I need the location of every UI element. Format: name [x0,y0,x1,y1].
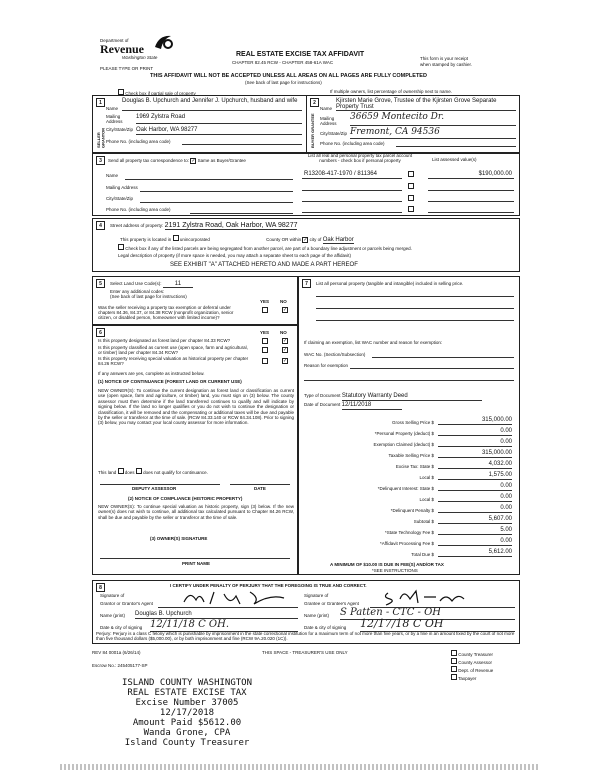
grantor-signature [180,588,290,608]
sec3-city-label: City/State/Zip [106,196,134,201]
escrow-number: Escrow No.: 245405177-SP [92,663,148,668]
section-6-number: 6 [96,328,105,337]
sec5-exemption-question: Was the seller receiving a property tax exemption or deferral under chapters 84.36, 84.37, or 84.38 RCW (nonprofit organization, senior citizen, or disabled person, homeowner with limited income)? [98,305,234,321]
tax-row [330,458,512,469]
stamp-line: REAL ESTATE EXCISE TAX [127,688,247,698]
treasurer-use-only: THIS SPACE - TREASURER'S USE ONLY [262,650,348,655]
buyer-side-label: BUYER GRANTEE [310,113,315,148]
personal-property-checkbox-4[interactable] [408,206,414,212]
tax-row [330,546,512,557]
form-revision: REV 84 0001a (6/26/14) [92,650,141,655]
section-4-number: 4 [96,221,105,230]
tax-row-value: 0.00 [438,538,512,546]
wac-label: WAC No. (Section/Subsection) [304,352,366,357]
tax-row [330,425,512,436]
does-qualify-checkbox[interactable] [118,468,124,474]
tax-row-value: 5.00 [438,527,512,535]
scan-artifact [60,764,540,770]
tax-row [330,469,512,480]
current-use-yes-checkbox[interactable] [262,347,268,353]
treasurer-stamp [92,678,282,748]
certify-statement: I CERTIFY UNDER PENALTY OF PERJURY THAT THE FOREGOING IS TRUE AND CORRECT. [170,583,367,588]
buyer-block: Name Kjirsten Marie Grove, Trustee of the Kjirsten Grove Separate Property Trust Mailing Address 36659 Montecito Dr. City/State/Zip Fremont, CA 94536 Phone No. (including area code) [320,98,516,147]
grantee-signature-label: Signature of [304,593,329,598]
assessed-value: $190,000.00 [478,171,512,177]
tax-row-label: Local $ [419,474,434,480]
tax-row-label: Subtotal $ [413,518,434,524]
section-5-number: 5 [96,279,105,288]
exhibit-text: SEE EXHIBIT "A" ATTACHED HERETO AND MADE A PART HEREOF [170,262,358,268]
grantor-name: Douglas B. Upchurch [135,611,298,619]
tax-row-value: 315,000.00 [438,417,512,425]
sec6-historic-question: Is this property receiving special valuation as historical property per chapter 84.26 RCW? [98,356,249,367]
sec5-yes-checkbox[interactable] [262,307,268,313]
personal-property-checkbox-2[interactable] [408,183,414,189]
buyer-name: Kjirsten Marie Grove, Trustee of the Kjirsten Grove Separate Property Trust [336,98,516,111]
document-date-row: Date of Document 12/11/2018 [304,402,402,410]
grantor-date-label: Date & city of signing [100,625,143,630]
historic-no-checkbox[interactable]: ✓ [283,358,288,364]
deputy-date-label: DATE [254,486,266,491]
please-type: PLEASE TYPE OR PRINT [100,66,154,71]
partial-sale-label: Check box if partial sale of property [125,91,196,96]
additional-codes-label: Enter any additional codes: [110,289,165,294]
stamp-line: 12/17/2018 [159,708,215,718]
grantor-name-label: Name (print) [100,613,126,618]
buyer-phone [396,141,516,147]
dept-label: Department of [100,38,129,43]
section-3-number: 3 [96,156,105,165]
document-date: 12/11/2018 [342,402,402,410]
owner-signature-label: (3) OWNER(S) SIGNATURE [150,536,208,541]
assessed-value-header: List assessed value(s) [432,157,477,162]
personal-property-checkbox-3[interactable] [408,195,414,201]
sec6-forest-question: Is this property designated as forest land per chapter 84.33 RCW? [98,338,231,343]
tax-row-value: 0.00 [438,439,512,447]
segregated-checkbox[interactable] [118,244,124,250]
tax-row-label: Total Due $ [411,551,434,557]
perjury-notice: Perjury: Perjury is a class C felony which is punishable by imprisonment in the state correctional institution for a maximum term of not more than five years, or by a fine in an amount fixed by the court of not more than five thousand dollars ($5,000.00), or by both imprisonment and fine (RCW 9A.20.020 (1C)). [96,631,515,641]
segregated-row: Check box if any of the listed parcels are being segregated from another parcel, are part of a boundary line adjustment or parcels being merged. [118,244,412,251]
seller-phone [182,139,302,145]
personal-property-checkbox-1[interactable] [408,171,414,177]
land-use-code: 11 [163,281,193,288]
street-address-row: Street address of property: 2191 Zylstra Road, Oak Harbor, WA 98277 [110,222,298,229]
tax-row-label: *Personal Property (deduct) $ [374,430,434,436]
tax-row-label: *Delinquent Interest: State $ [377,485,434,491]
tax-row [330,513,512,524]
multiple-owners-note: If multiple owners, list percentage of ownership next to name. [330,89,453,94]
tax-row [330,480,512,491]
sec6-yes-header: YES [260,330,270,335]
county-assessor-checkbox[interactable] [451,658,457,664]
tax-row-value: 0.00 [438,428,512,436]
tax-row [330,447,512,458]
city-checkbox[interactable]: ✓ [303,237,308,243]
seller-block: Name Douglas B. Upchurch and Jennifer J. Upchurch, husband and wife Mailing Address 1969 Zylstra Road City/State/Zip Oak Harbor, WA 98277 Phone No. (including area code) [106,98,302,145]
seller-address: 1969 Zylstra Road [136,114,302,124]
section-7-number: 7 [302,279,311,288]
grantee-date-label: Date & city of signing [304,625,347,630]
distribution-list: County Treasurer County Assessor Dept. of Revenue Taxpayer [451,650,493,682]
parcel-list-header: List all real and personal property tax parcel account numbers - check box if personal property [307,153,413,164]
sec3-phone-label: Phone No. (including area code) [106,207,171,212]
tax-row-label: Gross Selling Price $ [391,419,434,425]
document-type-row: Type of Document Statutory Warranty Deed [304,393,482,401]
stamp-line: Amount Paid $5612.00 [132,718,242,728]
form-chapter: CHAPTER 82.45 RCW - CHAPTER 458-61A WAC [232,60,334,65]
tax-row-label: Excise Tax: State $ [395,463,434,469]
minimum-due-note: A MINIMUM OF $10.00 IS DUE IN FEE(S) AND/OR TAX [330,562,444,567]
sec3-name-label: Name [106,173,119,178]
tax-row-value: 5,607.00 [438,516,512,524]
tax-row-label: Taxable Selling Price $ [388,452,434,458]
sec5-no-checkbox[interactable]: ✓ [283,307,288,313]
historic-yes-checkbox[interactable] [262,358,268,364]
sec6-current-use-question: Is this property classified as current use (open space, farm and agricultural, or timber) land per chapter 84.34 RCW? [98,345,248,356]
land-use-row: Select Land Use Code(s): 11 [110,281,193,288]
tax-row-value: 0.00 [438,505,512,513]
revenue-swoosh-icon [153,33,175,51]
dept-revenue-checkbox[interactable] [451,666,457,672]
buyer-address: 36659 Montecito Dr. [350,112,516,126]
location-row: This property is located in unincorporated County OR within ✓ city of Oak Harbor [120,237,354,243]
tax-row-label: Local $ [419,496,434,502]
see-back: (See back of last page for instructions) [245,80,322,85]
same-as-buyer-checkbox[interactable]: ✓ [191,158,196,164]
seller-name: Douglas B. Upchurch and Jennifer J. Upchurch, husband and wife [122,98,302,111]
deputy-assessor-label: DEPUTY ASSESSOR [132,486,177,491]
receipt-note: This form is your receipt [420,56,469,61]
grantor-agent-label: Grantor or Grantor's Agent [100,601,153,606]
notice-continuance-text: NEW OWNER(S): To continue the current designation as forest land or classification as current use (open space, farm and agriculture, or timber) land, you must sign on (3) below. The county assessor must then determine if the land transferred continues to qualify and will indicate by signing below. If the land no longer qualifies or you do not wish to continue the designation or classification, it will be removed and the compensating or additional taxes will be due and payable by the seller or transferor at the time of sale. (RCW 84.33.140 or RCW 84.34.108). Prior to signing (3) below, you may contact your local county assessor for more information. [98,388,294,426]
stamp-line: ISLAND COUNTY WASHINGTON [121,678,253,688]
tax-row-value: 5,612.00 [438,549,512,557]
grantee-name: S Patten - CTC - OH [340,607,515,620]
forest-no-checkbox[interactable]: ✓ [283,338,288,344]
tax-row-value: 4,032.00 [438,461,512,469]
document-type: Statutory Warranty Deed [342,393,482,401]
unincorporated-checkbox[interactable] [173,235,179,241]
grantor-signature-label: Signature of [100,593,125,598]
sec5-yes-header: YES [260,299,270,304]
tax-row-value: 315,000.00 [438,450,512,458]
tax-row [330,414,512,425]
stamp-line: Island County Treasurer [124,738,250,748]
claim-exemption-label: If claiming an exemption, list WAC number and reason for exemption: [304,340,443,345]
city-name: Oak Harbor [322,237,354,243]
does-not-qualify-checkbox[interactable] [136,468,142,474]
section-8-number: 8 [96,583,105,592]
tax-row-label: *Delinquent Penalty $ [390,507,434,513]
tax-row-value: 0.00 [438,494,512,502]
tax-row-value: 1,575.00 [438,472,512,480]
stamp-line: Excise Number 37005 [135,698,239,708]
tax-calculation-table [330,414,512,557]
buyer-city: Fremont, CA 94536 [350,127,516,138]
logo [100,38,190,60]
parcel-number: R13208-417-1970 / 811364 [304,171,377,177]
legal-description-label: Legal description of property (if more space is needed, you may attach a separate sheet to each page of the affidavit) [118,253,352,258]
warning-text: THIS AFFIDAVIT WILL NOT BE ACCEPTED UNLESS ALL AREAS ON ALL PAGES ARE FULLY COMPLETED [150,73,427,79]
tax-row-label: *State Technology Fee $ [385,529,434,535]
state-label: Washington State [122,55,158,61]
notice-compliance-text: NEW OWNER(S): To continue special valuation as historic property, sign (3) below. If the new owner(s) does not wish to continue, all additional tax calculated pursuant to Chapter 84.26 RCW, shall be due and payable by the seller or transferor at the time of sale. [98,504,294,520]
stamp-line: Wanda Grone, CPA [143,728,231,738]
sec6-no-header: NO [280,330,287,335]
tax-row [330,436,512,447]
section-1-number: 1 [96,98,105,107]
seller-side-label: SELLER GRANTOR [96,127,106,148]
county-treasurer-checkbox[interactable] [451,650,457,656]
logo-text: Revenue [100,42,144,57]
grantee-agent-label: Grantee or Grantee's Agent [304,601,359,606]
send-correspondence-row: Send all property tax correspondence to: ✓ Same as Buyer/Grantee [108,158,246,164]
sec3-address-label: Mailing Address [106,185,138,190]
print-name-label: PRINT NAME [182,561,210,566]
grantee-signature [380,587,470,607]
notice-continuance-heading: (1) NOTICE OF CONTINUANCE (FOREST LAND OR CURRENT USE) [98,379,242,384]
tax-row-label: *Affidavit Processing Fee $ [380,540,434,546]
property-street: 2191 Zylstra Road, Oak Harbor, WA 98277 [164,222,298,229]
sec5-see-instructions: (See back of last page for instructions) [110,294,187,299]
personal-property-list-label: List all personal property (tangible and intangible) included in selling price. [316,281,464,286]
form-title: REAL ESTATE EXCISE TAX AFFIDAVIT [236,51,365,58]
land-qualify-row: This land does does not qualify for continuance. [98,470,208,475]
tax-row [330,535,512,546]
grantee-date-city: 12/17/18 C OH [360,618,515,632]
reason-label: Reason for exemption [304,363,349,368]
notice-compliance-heading: (2) NOTICE OF COMPLIANCE (HISTORIC PROPERTY) [128,496,243,501]
taxpayer-checkbox[interactable] [451,674,457,680]
section-2-number: 2 [310,98,319,107]
sec6-if-any: If any answers are yes, complete as instructed below. [98,371,205,376]
tax-row-label: Exemption Claimed (deduct) $ [373,441,434,447]
sec5-no-header: NO [280,299,287,304]
tax-row [330,524,512,535]
seller-city: Oak Harbor, WA 98277 [136,127,302,135]
see-instructions-note: *SEE INSTRUCTIONS [372,568,418,573]
tax-row [330,502,512,513]
receipt-note2: when stamped by cashier. [420,62,473,67]
tax-row-value: 0.00 [438,483,512,491]
forest-yes-checkbox[interactable] [262,338,268,344]
grantee-name-label: Name (print) [304,613,330,618]
tax-row [330,491,512,502]
grantor-date-city: 12/11/18 C OH. [150,619,298,632]
current-use-no-checkbox[interactable]: ✓ [283,347,288,353]
